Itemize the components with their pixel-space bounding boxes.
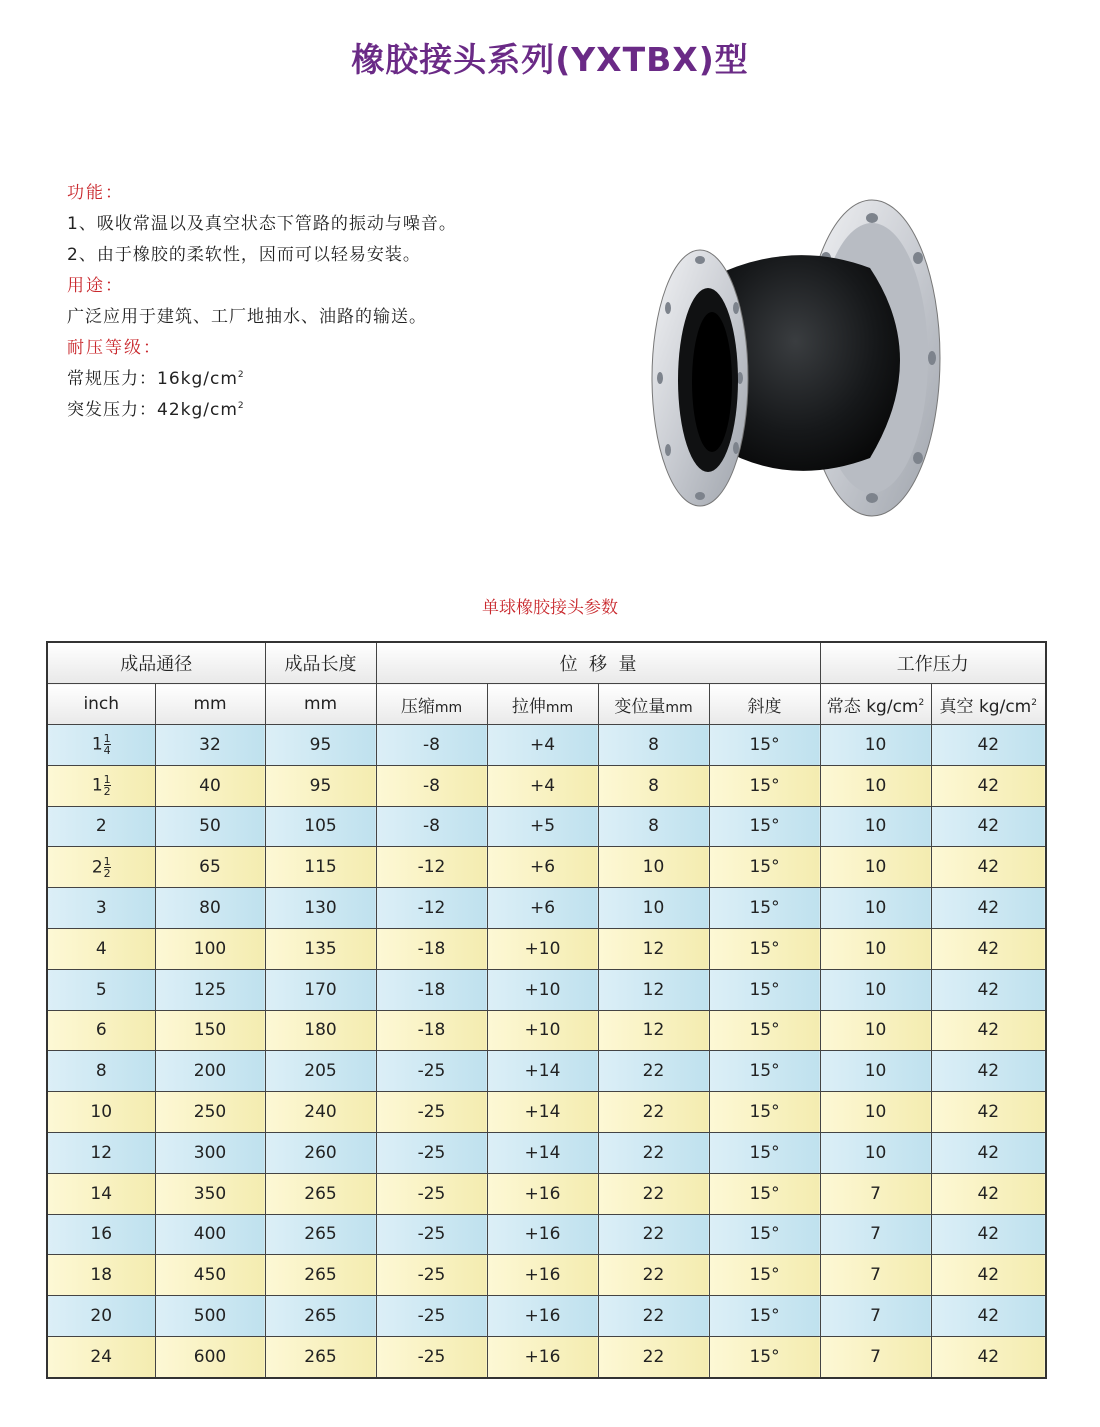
cell-stretch: +16 <box>487 1214 598 1255</box>
cell-mm: 100 <box>155 928 265 969</box>
cell-len: 95 <box>265 765 376 806</box>
cell-len: 170 <box>265 969 376 1010</box>
cell-len: 265 <box>265 1173 376 1214</box>
cell-mm: 40 <box>155 765 265 806</box>
subheader-angle: 斜度 <box>709 684 820 725</box>
cell-compress: -12 <box>376 847 487 888</box>
cell-len: 265 <box>265 1255 376 1296</box>
cell-vacuum: 42 <box>931 725 1046 766</box>
subheader-normal-pressure: 常态 $kg/cm^2$ <box>820 684 931 725</box>
cell-vacuum: 42 <box>931 765 1046 806</box>
cell-mm: 350 <box>155 1173 265 1214</box>
subheader-inch: inch <box>47 684 155 725</box>
cell-offset: 10 <box>598 888 709 929</box>
normal-pressure: 常规压力：$16kg/cm^2$ <box>67 369 245 389</box>
cell-inch: 6 <box>47 1010 155 1051</box>
cell-len: 135 <box>265 928 376 969</box>
cell-mm: 150 <box>155 1010 265 1051</box>
cell-vacuum: 42 <box>931 1255 1046 1296</box>
cell-vacuum: 42 <box>931 1296 1046 1337</box>
table-row <box>47 1092 1046 1133</box>
cell-vacuum: 42 <box>931 1051 1046 1092</box>
cell-stretch: +5 <box>487 806 598 847</box>
header-working-pressure: 工作压力 <box>820 642 1046 684</box>
cell-stretch: +16 <box>487 1173 598 1214</box>
parameter-table <box>46 641 1047 1379</box>
cell-normal: 10 <box>820 1051 931 1092</box>
table-row <box>47 847 1046 888</box>
cell-normal: 10 <box>820 847 931 888</box>
subheader-stretch: 拉伸mm <box>487 684 598 725</box>
cell-inch: 18 <box>47 1255 155 1296</box>
subheader-vacuum-pressure: 真空 $kg/cm^2$ <box>931 684 1046 725</box>
cell-mm: 600 <box>155 1336 265 1377</box>
cell-inch: 20 <box>47 1296 155 1337</box>
cell-normal: 10 <box>820 969 931 1010</box>
table-row <box>47 1296 1046 1337</box>
cell-normal: 10 <box>820 888 931 929</box>
cell-angle: 15° <box>709 847 820 888</box>
cell-compress: -18 <box>376 1010 487 1051</box>
intro-section <box>67 178 457 426</box>
cell-offset: 22 <box>598 1092 709 1133</box>
cell-offset: 12 <box>598 1010 709 1051</box>
cell-angle: 15° <box>709 725 820 766</box>
cell-offset: 22 <box>598 1051 709 1092</box>
cell-offset: 10 <box>598 847 709 888</box>
subheader-compress: 压缩mm <box>376 684 487 725</box>
cell-stretch: +16 <box>487 1296 598 1337</box>
cell-stretch: +16 <box>487 1336 598 1377</box>
cell-mm: 32 <box>155 725 265 766</box>
table-row <box>47 725 1046 766</box>
table-caption: 单球橡胶接头参数 <box>482 598 618 618</box>
cell-compress: -25 <box>376 1336 487 1377</box>
cell-angle: 15° <box>709 1132 820 1173</box>
table-row <box>47 1132 1046 1173</box>
cell-mm: 500 <box>155 1296 265 1337</box>
cell-normal: 7 <box>820 1255 931 1296</box>
cell-compress: -8 <box>376 806 487 847</box>
cell-normal: 7 <box>820 1336 931 1377</box>
cell-stretch: +14 <box>487 1092 598 1133</box>
burst-pressure: 突发压力：$42kg/cm^2$ <box>67 400 245 420</box>
cell-normal: 10 <box>820 1010 931 1051</box>
cell-len: 265 <box>265 1214 376 1255</box>
cell-angle: 15° <box>709 1296 820 1337</box>
table-row <box>47 1010 1046 1051</box>
cell-len: 180 <box>265 1010 376 1051</box>
cell-mm: 450 <box>155 1255 265 1296</box>
rubber-joint-image <box>640 198 960 538</box>
cell-vacuum: 42 <box>931 1092 1046 1133</box>
function-item-2: 2、由于橡胶的柔软性，因而可以轻易安装。 <box>67 245 421 265</box>
cell-offset: 22 <box>598 1296 709 1337</box>
cell-mm: 50 <box>155 806 265 847</box>
cell-angle: 15° <box>709 1173 820 1214</box>
subheader-offset: 变位量mm <box>598 684 709 725</box>
header-displacement: 位 移 量 <box>376 642 820 684</box>
cell-normal: 10 <box>820 1092 931 1133</box>
cell-len: 240 <box>265 1092 376 1133</box>
table-row <box>47 765 1046 806</box>
cell-stretch: +14 <box>487 1132 598 1173</box>
cell-compress: -18 <box>376 969 487 1010</box>
cell-angle: 15° <box>709 765 820 806</box>
cell-stretch: +10 <box>487 1010 598 1051</box>
table-row <box>47 928 1046 969</box>
table-row <box>47 1255 1046 1296</box>
cell-compress: -8 <box>376 765 487 806</box>
fraction: $\frac{1}{4}$ <box>103 732 111 758</box>
cell-len: 265 <box>265 1336 376 1377</box>
cell-compress: -25 <box>376 1092 487 1133</box>
cell-compress: -25 <box>376 1173 487 1214</box>
cell-angle: 15° <box>709 1010 820 1051</box>
cell-len: 265 <box>265 1296 376 1337</box>
cell-vacuum: 42 <box>931 969 1046 1010</box>
cell-angle: 15° <box>709 1214 820 1255</box>
cell-normal: 10 <box>820 725 931 766</box>
cell-angle: 15° <box>709 1255 820 1296</box>
cell-angle: 15° <box>709 1336 820 1377</box>
table-row <box>47 806 1046 847</box>
table-row <box>47 888 1046 929</box>
cell-offset: 22 <box>598 1132 709 1173</box>
cell-len: 205 <box>265 1051 376 1092</box>
cell-mm: 400 <box>155 1214 265 1255</box>
cell-normal: 10 <box>820 928 931 969</box>
cell-angle: 15° <box>709 928 820 969</box>
cell-offset: 22 <box>598 1173 709 1214</box>
cell-inch: 2 <box>47 806 155 847</box>
fraction: $\frac{1}{2}$ <box>103 854 111 880</box>
use-text: 广泛应用于建筑、工厂地抽水、油路的输送。 <box>67 307 427 327</box>
cell-compress: -25 <box>376 1255 487 1296</box>
cell-vacuum: 42 <box>931 806 1046 847</box>
cell-inch: 24 <box>47 1336 155 1377</box>
table-body <box>47 725 1046 1378</box>
cell-vacuum: 42 <box>931 1214 1046 1255</box>
cell-len: 260 <box>265 1132 376 1173</box>
cell-vacuum: 42 <box>931 847 1046 888</box>
cell-angle: 15° <box>709 806 820 847</box>
cell-compress: -25 <box>376 1214 487 1255</box>
cell-inch: 5 <box>47 969 155 1010</box>
table-row <box>47 1336 1046 1377</box>
pressure-heading: 耐压等级： <box>67 338 162 358</box>
cell-compress: -25 <box>376 1132 487 1173</box>
cell-stretch: +6 <box>487 888 598 929</box>
cell-normal: 7 <box>820 1173 931 1214</box>
use-heading: 用途： <box>67 276 124 296</box>
cell-offset: 8 <box>598 806 709 847</box>
cell-inch: 16 <box>47 1214 155 1255</box>
page-title: 橡胶接头系列(YXTBX)型 <box>351 40 749 79</box>
cell-angle: 15° <box>709 1051 820 1092</box>
cell-mm: 80 <box>155 888 265 929</box>
cell-offset: 22 <box>598 1214 709 1255</box>
cell-vacuum: 42 <box>931 1132 1046 1173</box>
table-row <box>47 1214 1046 1255</box>
cell-vacuum: 42 <box>931 888 1046 929</box>
cell-offset: 12 <box>598 928 709 969</box>
cell-inch: 10 <box>47 1092 155 1133</box>
cell-compress: -8 <box>376 725 487 766</box>
cell-vacuum: 42 <box>931 1336 1046 1377</box>
cell-angle: 15° <box>709 969 820 1010</box>
fraction: $\frac{1}{2}$ <box>103 773 111 799</box>
cell-compress: -25 <box>376 1051 487 1092</box>
cell-offset: 22 <box>598 1255 709 1296</box>
function-item-1: 1、吸收常温以及真空状态下管路的振动与噪音。 <box>67 214 457 234</box>
cell-stretch: +6 <box>487 847 598 888</box>
cell-normal: 10 <box>820 765 931 806</box>
cell-stretch: +10 <box>487 928 598 969</box>
cell-stretch: +4 <box>487 765 598 806</box>
cell-offset: 12 <box>598 969 709 1010</box>
cell-mm: 250 <box>155 1092 265 1133</box>
function-heading: 功能： <box>67 183 124 203</box>
cell-len: 115 <box>265 847 376 888</box>
subheader-length-mm: mm <box>265 684 376 725</box>
parameter-table-wrap <box>46 641 1045 1379</box>
cell-compress: -25 <box>376 1296 487 1337</box>
cell-inch: 12 <box>47 1132 155 1173</box>
cell-vacuum: 42 <box>931 1173 1046 1214</box>
table-row <box>47 1051 1046 1092</box>
cell-mm: 125 <box>155 969 265 1010</box>
cell-inch: 1 $\frac{1}{2}$ <box>47 765 155 806</box>
cell-offset: 8 <box>598 765 709 806</box>
cell-vacuum: 42 <box>931 928 1046 969</box>
cell-vacuum: 42 <box>931 1010 1046 1051</box>
cell-normal: 7 <box>820 1296 931 1337</box>
cell-stretch: +14 <box>487 1051 598 1092</box>
cell-normal: 10 <box>820 1132 931 1173</box>
cell-inch: 4 <box>47 928 155 969</box>
header-length: 成品长度 <box>265 642 376 684</box>
table-row <box>47 1173 1046 1214</box>
cell-stretch: +16 <box>487 1255 598 1296</box>
cell-angle: 15° <box>709 1092 820 1133</box>
cell-normal: 10 <box>820 806 931 847</box>
cell-offset: 8 <box>598 725 709 766</box>
cell-stretch: +10 <box>487 969 598 1010</box>
cell-mm: 200 <box>155 1051 265 1092</box>
cell-inch: 2 $\frac{1}{2}$ <box>47 847 155 888</box>
cell-len: 95 <box>265 725 376 766</box>
cell-inch: 1 $\frac{1}{4}$ <box>47 725 155 766</box>
cell-angle: 15° <box>709 888 820 929</box>
cell-normal: 7 <box>820 1214 931 1255</box>
table-row <box>47 969 1046 1010</box>
cell-compress: -18 <box>376 928 487 969</box>
cell-len: 130 <box>265 888 376 929</box>
header-nominal-diameter: 成品通径 <box>47 642 265 684</box>
cell-mm: 65 <box>155 847 265 888</box>
cell-offset: 22 <box>598 1336 709 1377</box>
cell-stretch: +4 <box>487 725 598 766</box>
subheader-mm: mm <box>155 684 265 725</box>
cell-inch: 14 <box>47 1173 155 1214</box>
cell-len: 105 <box>265 806 376 847</box>
cell-compress: -12 <box>376 888 487 929</box>
cell-mm: 300 <box>155 1132 265 1173</box>
cell-inch: 8 <box>47 1051 155 1092</box>
cell-inch: 3 <box>47 888 155 929</box>
